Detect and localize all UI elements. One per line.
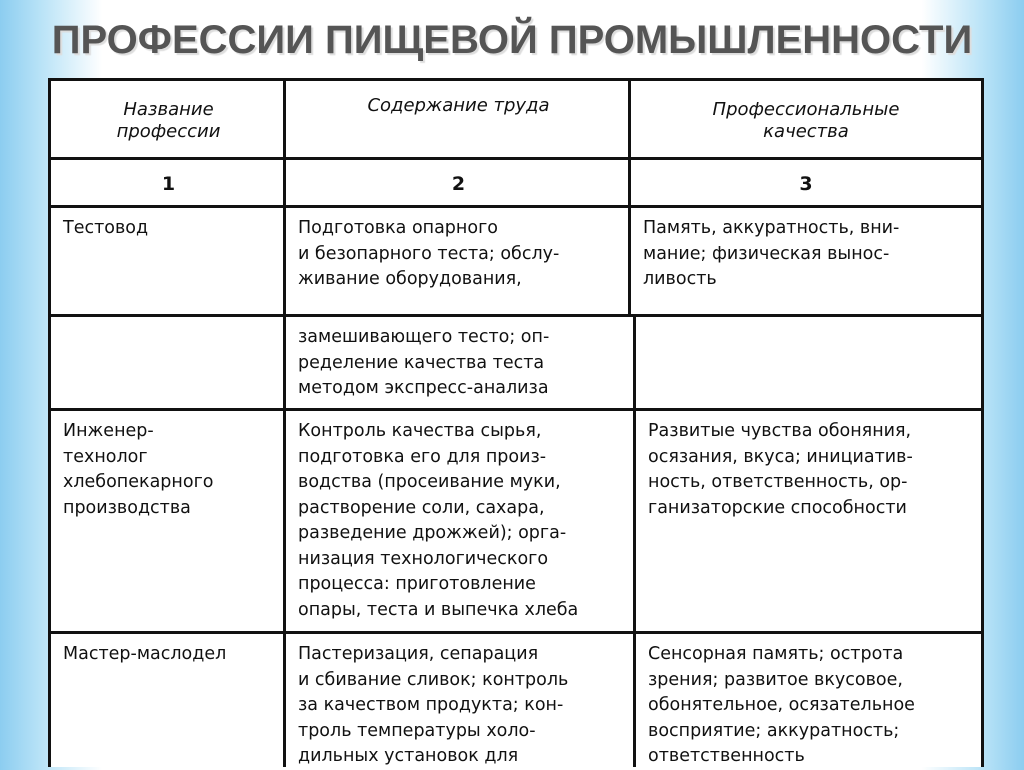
professions-table <box>48 78 984 767</box>
row-3-content: Контроль качества сырья, подготовка его для произ- водства (просеивание муки, растворение соли, сахара, разведение дрожжей); орга- низация технологического процесса: приготовление опары, теста и выпечка хлеба <box>283 408 636 634</box>
row-4-profession: Мастер-маслодел <box>48 631 286 767</box>
column-number-2: 2 <box>283 157 631 208</box>
row-1-profession: Тестовод <box>48 205 286 314</box>
header-work-content: Содержание труда <box>283 78 631 160</box>
header-professional-qualities: Профессиональные качества <box>628 78 984 160</box>
row-1-content: Подготовка опарного и безопарного теста; обслу- живание оборудования, <box>283 205 631 314</box>
column-number-3: 3 <box>628 157 984 208</box>
column-number-1: 1 <box>48 157 286 208</box>
row-4-content: Пастеризация, сепарация и сбивание сливок; контроль за качеством продукта; кон- троль температуры холо- дильных установок для <box>283 631 636 767</box>
row-4-qualities: Сенсорная память; острота зрения; развитое вкусовое, обонятельное, осязательное восприятие; аккуратность; ответственность <box>633 631 984 767</box>
row-3-profession: Инженер- технолог хлебопекарного производства <box>48 408 286 634</box>
header-profession-name: Название профессии <box>48 78 286 160</box>
row-2-content: замешивающего тесто; оп- ределение качества теста методом экспресс-анализа <box>283 314 636 411</box>
page-title: ПРОФЕССИИ ПИЩЕВОЙ ПРОМЫШЛЕННОСТИ <box>51 18 973 62</box>
row-1-qualities: Память, аккуратность, вни- мание; физическая вынос- ливость <box>628 205 984 314</box>
row-3-qualities: Развитые чувства обоняния, осязания, вкуса; инициатив- ность, ответственность, ор- ганизаторские способности <box>633 408 984 634</box>
row-2-qualities <box>633 314 984 411</box>
row-2-profession <box>48 314 286 411</box>
